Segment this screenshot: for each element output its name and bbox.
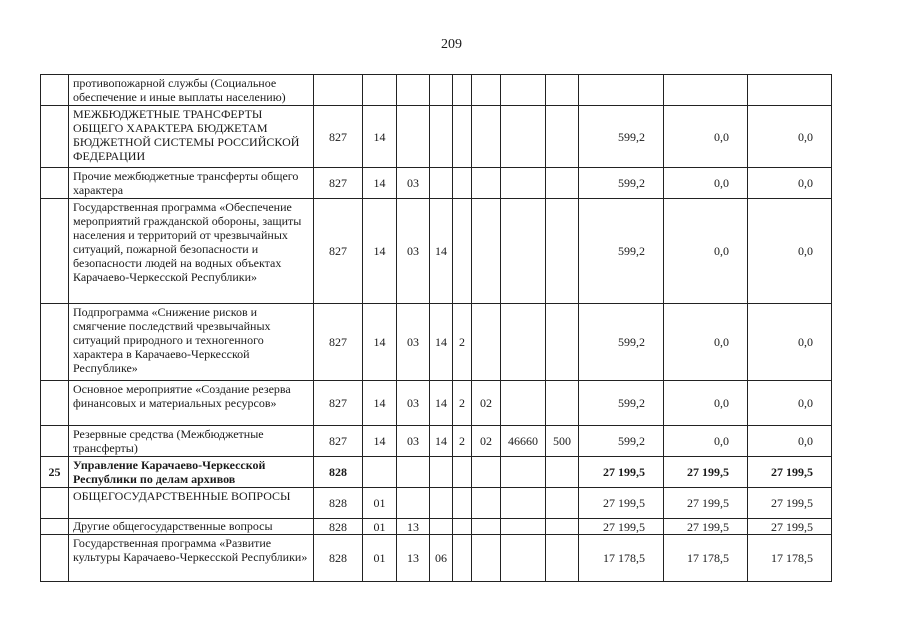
amount-year3-cell: 0,0: [748, 168, 832, 199]
amount-year2-cell: 0,0: [664, 304, 748, 381]
item-name-cell: Другие общегосударственные вопросы: [69, 519, 314, 535]
table-row: [41, 75, 832, 106]
amount-year3-cell: 0,0: [748, 426, 832, 457]
amount-year3-cell: 27 199,5: [748, 488, 832, 519]
section-code-cell: 14: [363, 304, 397, 381]
table-row: [41, 304, 832, 381]
section-code-cell: [363, 75, 397, 106]
item-name-cell: Государственная программа «Обеспечение мероприятий гражданской обороны, защиты населения и территорий от чрезвычайных ситуаций, пожарной безопасности и безопасности людей на водных объектах Карачаево-Черкесской Республики»: [69, 199, 314, 304]
program-code-cell: [430, 75, 453, 106]
ministry-code-cell: 828: [314, 488, 363, 519]
expense-type-cell: [546, 519, 579, 535]
subprogram-code-cell: [453, 519, 472, 535]
expense-type-cell: [546, 75, 579, 106]
expense-type-cell: 500: [546, 426, 579, 457]
subprogram-code-cell: 2: [453, 381, 472, 426]
item-name-cell: ОБЩЕГОСУДАРСТВЕННЫЕ ВОПРОСЫ: [69, 488, 314, 519]
subprogram-code-cell: [453, 457, 472, 488]
item-name-cell: Основное мероприятие «Создание резерва финансовых и материальных ресурсов»: [69, 381, 314, 426]
amount-year3-cell: 0,0: [748, 381, 832, 426]
table-row: [41, 426, 832, 457]
subprogram-code-cell: [453, 535, 472, 582]
amount-year2-cell: 0,0: [664, 426, 748, 457]
amount-year3-cell: 27 199,5: [748, 457, 832, 488]
section-code-cell: [363, 457, 397, 488]
ministry-code-cell: 828: [314, 519, 363, 535]
amount-year1-cell: 599,2: [579, 381, 664, 426]
amount-year3-cell: 0,0: [748, 199, 832, 304]
amount-year1-cell: 17 178,5: [579, 535, 664, 582]
subsection-code-cell: [397, 75, 430, 106]
item-name-cell: противопожарной службы (Социальное обеспечение и иные выплаты населению): [69, 75, 314, 106]
expense-type-cell: [546, 199, 579, 304]
row-number-cell: [41, 199, 69, 304]
ministry-code-cell: 828: [314, 457, 363, 488]
amount-year1-cell: 27 199,5: [579, 519, 664, 535]
table-row: [41, 106, 832, 168]
measure-code-cell: 02: [472, 426, 501, 457]
subprogram-code-cell: [453, 199, 472, 304]
expense-type-cell: [546, 106, 579, 168]
direction-code-cell: [501, 168, 546, 199]
amount-year1-cell: [579, 75, 664, 106]
amount-year2-cell: 27 199,5: [664, 488, 748, 519]
amount-year2-cell: [664, 75, 748, 106]
row-number-cell: [41, 168, 69, 199]
program-code-cell: 06: [430, 535, 453, 582]
table-row: [41, 168, 832, 199]
subsection-code-cell: [397, 457, 430, 488]
measure-code-cell: [472, 304, 501, 381]
row-number-cell: 25: [41, 457, 69, 488]
amount-year1-cell: 599,2: [579, 168, 664, 199]
measure-code-cell: [472, 199, 501, 304]
section-code-cell: 14: [363, 426, 397, 457]
expense-type-cell: [546, 488, 579, 519]
budget-table: [40, 74, 832, 582]
subsection-code-cell: [397, 488, 430, 519]
row-number-cell: [41, 488, 69, 519]
direction-code-cell: 46660: [501, 426, 546, 457]
subprogram-code-cell: [453, 106, 472, 168]
subsection-code-cell: 03: [397, 199, 430, 304]
program-code-cell: 14: [430, 426, 453, 457]
amount-year2-cell: 0,0: [664, 381, 748, 426]
amount-year3-cell: 17 178,5: [748, 535, 832, 582]
direction-code-cell: [501, 535, 546, 582]
table-row: [41, 535, 832, 582]
ministry-code-cell: 827: [314, 304, 363, 381]
subsection-code-cell: 03: [397, 304, 430, 381]
amount-year3-cell: 0,0: [748, 106, 832, 168]
expense-type-cell: [546, 457, 579, 488]
section-code-cell: 01: [363, 519, 397, 535]
measure-code-cell: [472, 457, 501, 488]
amount-year1-cell: 599,2: [579, 106, 664, 168]
ministry-code-cell: 827: [314, 199, 363, 304]
amount-year3-cell: [748, 75, 832, 106]
amount-year1-cell: 27 199,5: [579, 457, 664, 488]
direction-code-cell: [501, 488, 546, 519]
amount-year2-cell: 0,0: [664, 199, 748, 304]
section-code-cell: 14: [363, 199, 397, 304]
expense-type-cell: [546, 168, 579, 199]
subsection-code-cell: 03: [397, 426, 430, 457]
row-number-cell: [41, 75, 69, 106]
program-code-cell: 14: [430, 199, 453, 304]
subsection-code-cell: 13: [397, 535, 430, 582]
direction-code-cell: [501, 304, 546, 381]
measure-code-cell: [472, 535, 501, 582]
table-row: [41, 457, 832, 488]
measure-code-cell: [472, 75, 501, 106]
row-number-cell: [41, 106, 69, 168]
item-name-cell: Резервные средства (Межбюджетные трансферты): [69, 426, 314, 457]
row-number-cell: [41, 519, 69, 535]
program-code-cell: 14: [430, 381, 453, 426]
ministry-code-cell: 827: [314, 381, 363, 426]
page-number: 209: [441, 37, 462, 52]
amount-year1-cell: 599,2: [579, 304, 664, 381]
measure-code-cell: [472, 519, 501, 535]
table-row: [41, 199, 832, 304]
measure-code-cell: [472, 106, 501, 168]
direction-code-cell: [501, 75, 546, 106]
amount-year2-cell: 27 199,5: [664, 457, 748, 488]
amount-year1-cell: 599,2: [579, 426, 664, 457]
section-code-cell: 14: [363, 168, 397, 199]
item-name-cell: Подпрограмма «Снижение рисков и смягчение последствий чрезвычайных ситуаций природного и техногенного характера в Карачаево-Черкесской Республике»: [69, 304, 314, 381]
subsection-code-cell: 13: [397, 519, 430, 535]
direction-code-cell: [501, 199, 546, 304]
section-code-cell: 01: [363, 535, 397, 582]
section-code-cell: 14: [363, 106, 397, 168]
amount-year2-cell: 27 199,5: [664, 519, 748, 535]
table-row: [41, 488, 832, 519]
amount-year3-cell: 27 199,5: [748, 519, 832, 535]
table-row: [41, 381, 832, 426]
row-number-cell: [41, 535, 69, 582]
program-code-cell: [430, 519, 453, 535]
amount-year2-cell: 17 178,5: [664, 535, 748, 582]
ministry-code-cell: [314, 75, 363, 106]
amount-year1-cell: 599,2: [579, 199, 664, 304]
subprogram-code-cell: [453, 488, 472, 519]
row-number-cell: [41, 381, 69, 426]
expense-type-cell: [546, 535, 579, 582]
subprogram-code-cell: [453, 75, 472, 106]
direction-code-cell: [501, 519, 546, 535]
expense-type-cell: [546, 381, 579, 426]
amount-year3-cell: 0,0: [748, 304, 832, 381]
ministry-code-cell: 827: [314, 168, 363, 199]
subprogram-code-cell: 2: [453, 304, 472, 381]
section-code-cell: 14: [363, 381, 397, 426]
direction-code-cell: [501, 457, 546, 488]
ministry-code-cell: 828: [314, 535, 363, 582]
amount-year2-cell: 0,0: [664, 106, 748, 168]
table-row: [41, 519, 832, 535]
ministry-code-cell: 827: [314, 426, 363, 457]
program-code-cell: [430, 168, 453, 199]
amount-year2-cell: 0,0: [664, 168, 748, 199]
amount-year1-cell: 27 199,5: [579, 488, 664, 519]
subsection-code-cell: 03: [397, 168, 430, 199]
direction-code-cell: [501, 381, 546, 426]
subprogram-code-cell: [453, 168, 472, 199]
program-code-cell: [430, 106, 453, 168]
row-number-cell: [41, 304, 69, 381]
item-name-cell: МЕЖБЮДЖЕТНЫЕ ТРАНСФЕРТЫ ОБЩЕГО ХАРАКТЕРА БЮДЖЕТАМ БЮДЖЕТНОЙ СИСТЕМЫ РОССИЙСКОЙ ФЕДЕРАЦИИ: [69, 106, 314, 168]
measure-code-cell: [472, 168, 501, 199]
program-code-cell: [430, 457, 453, 488]
measure-code-cell: [472, 488, 501, 519]
section-code-cell: 01: [363, 488, 397, 519]
item-name-cell: Прочие межбюджетные трансферты общего характера: [69, 168, 314, 199]
item-name-cell: Государственная программа «Развитие культуры Карачаево-Черкесской Республики»: [69, 535, 314, 582]
item-name-cell: Управление Карачаево-Черкесской Республики по делам архивов: [69, 457, 314, 488]
row-number-cell: [41, 426, 69, 457]
ministry-code-cell: 827: [314, 106, 363, 168]
direction-code-cell: [501, 106, 546, 168]
program-code-cell: 14: [430, 304, 453, 381]
subsection-code-cell: 03: [397, 381, 430, 426]
program-code-cell: [430, 488, 453, 519]
expense-type-cell: [546, 304, 579, 381]
subsection-code-cell: [397, 106, 430, 168]
subprogram-code-cell: 2: [453, 426, 472, 457]
measure-code-cell: 02: [472, 381, 501, 426]
